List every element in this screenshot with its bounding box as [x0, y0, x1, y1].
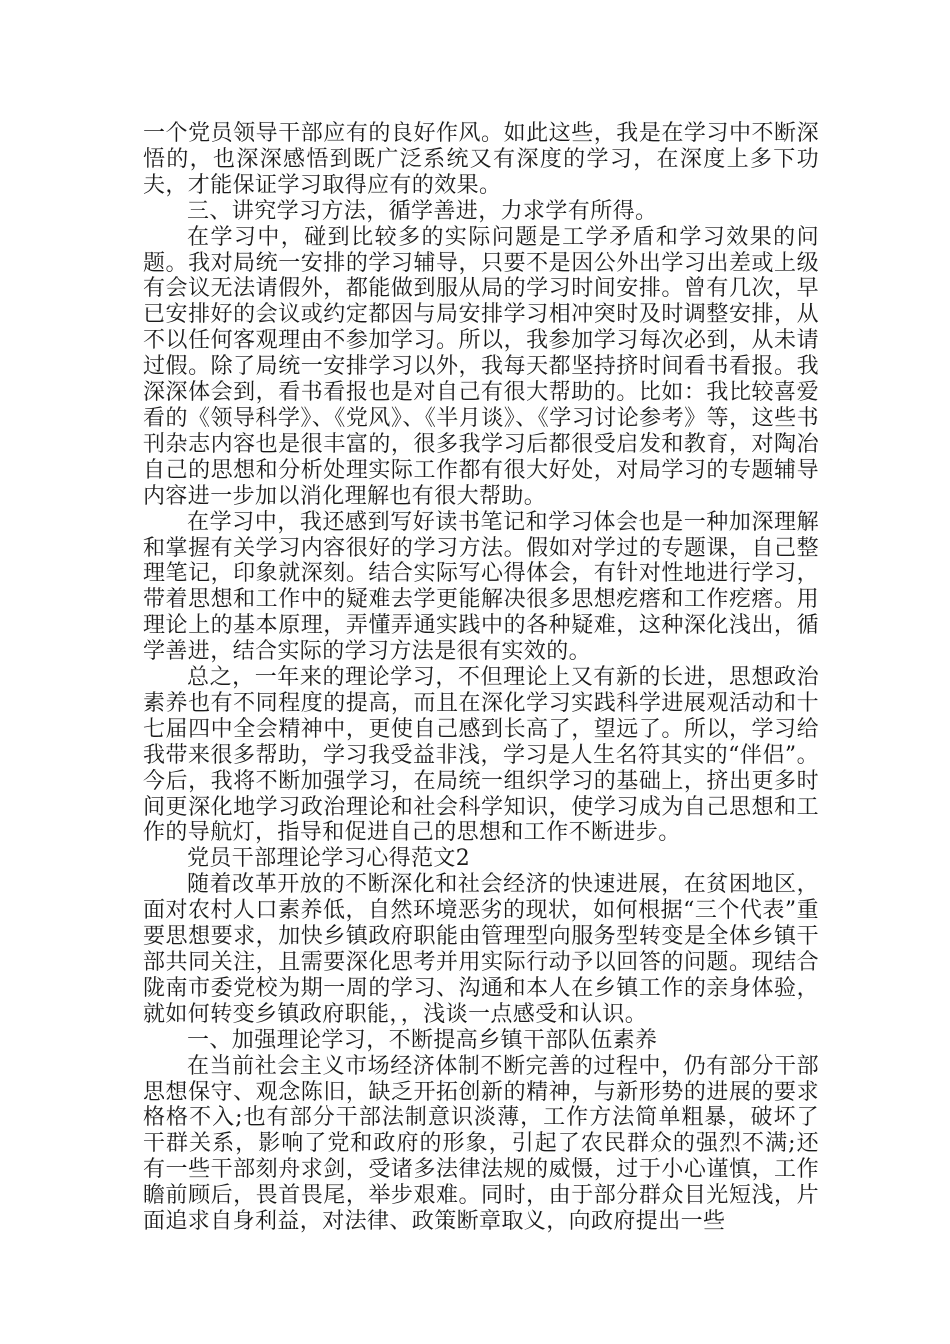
paragraph: 在学习中，碰到比较多的实际问题是工学矛盾和学习效果的问题。我对局统一安排的学习辅导，只要不是因公外出学习出差或上级有会议无法请假外，都能做到服从局的学习时间安排。曾有几次，早已安排好的会议或约定都因与局安排学习相冲突时及时调整安排，从不以任何客观理由不参加学习。所以，我参加学习每次必到，从未请过假。除了局统一安排学习以外，我每天都坚持挤时间看书看报。我深深体会到，看书看报也是对自己有很大帮助的。比如：我比较喜爱看的《领导科学》、《党风》、《半月谈》、《学习讨论参考》等，这些书刊杂志内容也是很丰富的，很多我学习后都很受启发和教育，对陶冶自己的思想和分析处理实际工作都有很大好处，对局学习的专题辅导内容进一步加以消化理解也有很大帮助。 [143, 224, 819, 509]
paragraph: 总之，一年来的理论学习，不但理论上又有新的长进，思想政治素养也有不同程度的提高，而且在深化学习实践科学进展观活动和十七届四中全会精神中，更使自己感到长高了，望远了。所以，学习给我带来很多帮助，学习我受益非浅，学习是人生名符其实的“伴侣”。今后，我将不断加强学习，在局统一组织学习的基础上，挤出更多时间更深化地学习政治理论和社会科学知识，使学习成为自己思想和工作的导航灯，指导和促进自己的思想和工作不断进步。 [143, 665, 819, 846]
article-title: 党员干部理论学习心得范文2 [187, 846, 471, 872]
paragraph: 一个党员领导干部应有的良好作风。如此这些，我是在学习中不断深悟的，也深深感悟到既广泛系统又有深度的学习，在深度上多下功夫，才能保证学习取得应有的效果。 [143, 121, 819, 198]
document-page [143, 121, 819, 1235]
paragraph: 随着改革开放的不断深化和社会经济的快速进展，在贫困地区，面对农村人口素养低，自然环境恶劣的现状，如何根据“三个代表”重要思想要求，加快乡镇政府职能由管理型向服务型转变是全体乡镇干部共同关注，且需要深化思考并用实际行动予以回答的问题。现结合陇南市委党校为期一周的学习、沟通和本人在乡镇工作的亲身体验，就如何转变乡镇政府职能，，浅谈一点感受和认识。 [143, 872, 819, 1027]
section-heading: 三、讲究学习方法，循学善进，力求学有所得。 [187, 198, 658, 224]
paragraph: 在学习中，我还感到写好读书笔记和学习体会也是一种加深理解和掌握有关学习内容很好的学习方法。假如对学过的专题课，自己整理笔记，印象就深刻。结合实际写心得体会，有针对性地进行学习，带着思想和工作中的疑难去学更能解决很多思想疙瘩和工作疙瘩。用理论上的基本原理，弄懂弄通实践中的各种疑难，这种深化浅出，循学善进，结合实际的学习方法是很有实效的。 [143, 509, 819, 665]
paragraph: 在当前社会主义市场经济体制不断完善的过程中，仍有部分干部思想保守、观念陈旧，缺乏开拓创新的精神，与新形势的进展的要求格格不入;也有部分干部法制意识淡薄，工作方法简单粗暴，破坏了干群关系，影响了党和政府的形象，引起了农民群众的强烈不满;还有一些干部刻舟求剑，受诸多法律法规的威慑，过于小心谨慎，工作瞻前顾后，畏首畏尾，举步艰难。同时，由于部分群众目光短浅，片面追求自身利益，对法律、政策断章取义，向政府提出一些 [143, 1053, 819, 1235]
section-heading: 一、加强理论学习，不断提高乡镇干部队伍素养 [187, 1027, 658, 1053]
